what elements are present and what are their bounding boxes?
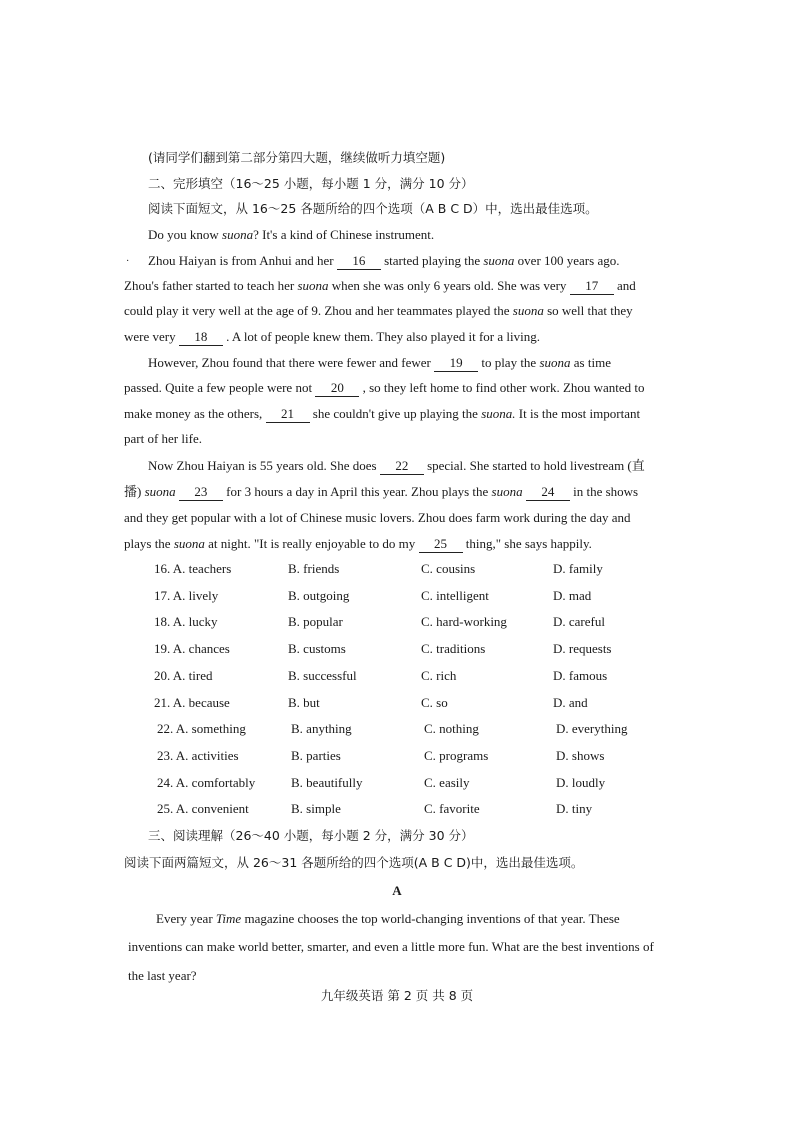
text: . A lot of people knew them. They also played it for a living. bbox=[222, 329, 540, 344]
option-choice[interactable]: 24. A. comfortably bbox=[157, 774, 256, 790]
option-row bbox=[0, 695, 794, 713]
blank-23[interactable]: 23 bbox=[179, 484, 223, 501]
text-italic: suona bbox=[144, 484, 176, 499]
text: could play it very well at the age of 9. Zhou and her teammates played the bbox=[124, 303, 513, 318]
option-row bbox=[0, 668, 794, 686]
passage-line-4 bbox=[124, 303, 633, 319]
option-choice[interactable]: D. mad bbox=[553, 587, 592, 603]
passage-line-11 bbox=[124, 484, 638, 501]
passage-line-12: and they get popular with a lot of Chinese music lovers. Zhou does farm work during the day and bbox=[124, 510, 631, 525]
text-italic: suona bbox=[222, 227, 254, 242]
text: plays the bbox=[124, 536, 174, 551]
text-italic: suona bbox=[539, 355, 571, 370]
option-row bbox=[0, 588, 794, 606]
text: passed. Quite a few people were not bbox=[124, 380, 316, 395]
option-choice[interactable]: C. easily bbox=[424, 774, 470, 790]
option-choice[interactable]: D. requests bbox=[553, 641, 612, 657]
passage-line-5 bbox=[124, 329, 540, 346]
option-choice[interactable]: C. cousins bbox=[421, 561, 476, 576]
text-italic: suona bbox=[512, 303, 544, 318]
option-choice[interactable]: B. anything bbox=[291, 721, 352, 737]
text: Now Zhou Haiyan is 55 years old. She does bbox=[148, 458, 380, 473]
option-row bbox=[0, 561, 794, 579]
text: thing," she says happily. bbox=[462, 536, 592, 551]
option-choice[interactable]: C. rich bbox=[421, 667, 457, 683]
option-choice[interactable]: B. parties bbox=[291, 747, 341, 763]
stray-mark: · bbox=[126, 256, 130, 267]
text-italic: Time bbox=[215, 911, 242, 926]
text: make money as the others, bbox=[124, 406, 266, 421]
page-footer: 九年级英语 第 2 页 共 8 页 bbox=[320, 988, 474, 1003]
option-choice[interactable]: D. famous bbox=[553, 667, 608, 683]
option-choice[interactable]: C. favorite bbox=[424, 801, 480, 817]
option-choice[interactable]: D. family bbox=[553, 561, 603, 576]
option-choice[interactable]: 16. A. teachers bbox=[154, 561, 232, 576]
passage-line-2 bbox=[148, 253, 619, 270]
reading-line-2: inventions can make world better, smarter, and even a little more fun. What are the best inventions of bbox=[128, 939, 654, 954]
option-choice[interactable]: C. traditions bbox=[421, 641, 486, 657]
text-italic: suona bbox=[483, 253, 515, 268]
option-row bbox=[0, 801, 794, 819]
option-choice[interactable]: 22. A. something bbox=[157, 721, 246, 737]
option-choice[interactable]: D. tiny bbox=[556, 801, 593, 817]
option-choice[interactable]: C. intelligent bbox=[421, 587, 489, 603]
text: as time bbox=[570, 355, 611, 370]
option-choice[interactable]: 20. A. tired bbox=[154, 667, 213, 683]
text: However, Zhou found that there were fewer and fewer bbox=[148, 355, 435, 370]
option-choice[interactable]: B. simple bbox=[291, 801, 341, 817]
text: and bbox=[613, 278, 636, 293]
blank-21[interactable]: 21 bbox=[266, 406, 310, 423]
option-row bbox=[0, 641, 794, 659]
text: in the shows bbox=[569, 484, 639, 499]
text-italic: suona bbox=[173, 536, 205, 551]
text-italic: suona bbox=[297, 278, 329, 293]
text: Every year bbox=[156, 911, 216, 926]
section2-title: 二、完形填空（16～25 小题，每小题 1 分，满分 10 分） bbox=[148, 176, 474, 191]
blank-25[interactable]: 25 bbox=[419, 536, 463, 553]
option-choice[interactable]: B. outgoing bbox=[288, 587, 350, 603]
text: Zhou Haiyan is from Anhui and her bbox=[148, 253, 337, 268]
text: were very bbox=[124, 329, 179, 344]
section3-instruction: 阅读下面两篇短文，从 26～31 各题所给的四个选项(A B C D)中，选出最佳选项。 bbox=[124, 855, 584, 870]
part-label: A bbox=[392, 883, 402, 898]
option-choice[interactable]: 23. A. activities bbox=[157, 747, 239, 763]
text: so well that they bbox=[543, 303, 633, 318]
text: for 3 hours a day in April this year. Zhou plays the bbox=[222, 484, 492, 499]
text: ? It's a kind of Chinese instrument. bbox=[253, 227, 435, 242]
text-italic: suona. bbox=[481, 406, 516, 421]
option-choice[interactable]: B. successful bbox=[288, 667, 357, 683]
option-choice[interactable]: 19. A. chances bbox=[154, 641, 230, 657]
option-row bbox=[0, 748, 794, 766]
option-choice[interactable]: 25. A. convenient bbox=[157, 801, 249, 817]
option-choice[interactable]: D. shows bbox=[556, 747, 605, 763]
option-choice[interactable]: C. so bbox=[421, 694, 448, 710]
passage-line-7 bbox=[124, 380, 645, 397]
option-choice[interactable]: D. and bbox=[553, 694, 588, 710]
passage-line-10 bbox=[148, 458, 645, 475]
text: 播) bbox=[124, 484, 145, 499]
blank-17[interactable]: 17 bbox=[570, 278, 614, 295]
intro-note: (请同学们翻到第二部分第四大题，继续做听力填空题) bbox=[148, 150, 446, 165]
option-choice[interactable]: B. beautifully bbox=[291, 774, 363, 790]
blank-22[interactable]: 22 bbox=[380, 458, 424, 475]
text: , so they left home to find other work. Zhou wanted to bbox=[359, 380, 645, 395]
option-choice[interactable]: 21. A. because bbox=[154, 694, 230, 710]
text: It is the most important bbox=[515, 406, 641, 421]
option-choice[interactable]: B. customs bbox=[288, 641, 346, 657]
option-choice[interactable]: B. but bbox=[288, 694, 320, 710]
option-choice[interactable]: B. friends bbox=[288, 561, 340, 576]
blank-19[interactable]: 19 bbox=[434, 355, 478, 372]
blank-18[interactable]: 18 bbox=[179, 329, 223, 346]
section3-title: 三、阅读理解（26～40 小题，每小题 2 分，满分 30 分） bbox=[148, 828, 474, 843]
text: when she was only 6 years old. She was very bbox=[328, 278, 570, 293]
text-italic: suona bbox=[491, 484, 523, 499]
blank-20[interactable]: 20 bbox=[315, 380, 359, 397]
option-row bbox=[0, 614, 794, 632]
text: over 100 years ago. bbox=[514, 253, 620, 268]
text: special. She started to hold livestream (直 bbox=[423, 458, 645, 473]
text: started playing the bbox=[380, 253, 484, 268]
option-choice[interactable]: 17. A. lively bbox=[154, 587, 219, 603]
option-choice[interactable]: C. programs bbox=[424, 747, 489, 763]
option-choice[interactable]: D. careful bbox=[553, 614, 605, 630]
blank-24[interactable]: 24 bbox=[526, 484, 570, 501]
reading-line-3: the last year? bbox=[128, 968, 197, 983]
text: Zhou's father started to teach her bbox=[124, 278, 298, 293]
text: Do you know bbox=[148, 227, 223, 242]
passage-line-9: part of her life. bbox=[124, 431, 202, 446]
text: at night. "It is really enjoyable to do my bbox=[204, 536, 419, 551]
reading-line-1 bbox=[156, 911, 620, 927]
section2-instruction: 阅读下面短文，从 16～25 各题所给的四个选项（A B C D）中，选出最佳选项。 bbox=[148, 201, 598, 216]
passage-line-1 bbox=[148, 227, 434, 243]
option-row bbox=[0, 721, 794, 739]
option-choice[interactable]: C. hard-working bbox=[421, 614, 507, 630]
option-choice[interactable]: D. loudly bbox=[556, 774, 606, 790]
option-choice[interactable]: 18. A. lucky bbox=[154, 614, 218, 630]
option-choice[interactable]: C. nothing bbox=[424, 721, 479, 737]
passage-line-8 bbox=[124, 406, 640, 423]
text: she couldn't give up playing the bbox=[309, 406, 482, 421]
option-row bbox=[0, 775, 794, 793]
option-choice[interactable]: B. popular bbox=[288, 614, 343, 630]
text: magazine chooses the top world-changing inventions of that year. These bbox=[241, 911, 620, 926]
passage-line-6 bbox=[148, 355, 611, 372]
blank-16[interactable]: 16 bbox=[337, 253, 381, 270]
passage-line-13 bbox=[124, 536, 592, 553]
passage-line-3 bbox=[124, 278, 636, 295]
option-choice[interactable]: D. everything bbox=[556, 721, 628, 737]
text: to play the bbox=[478, 355, 540, 370]
